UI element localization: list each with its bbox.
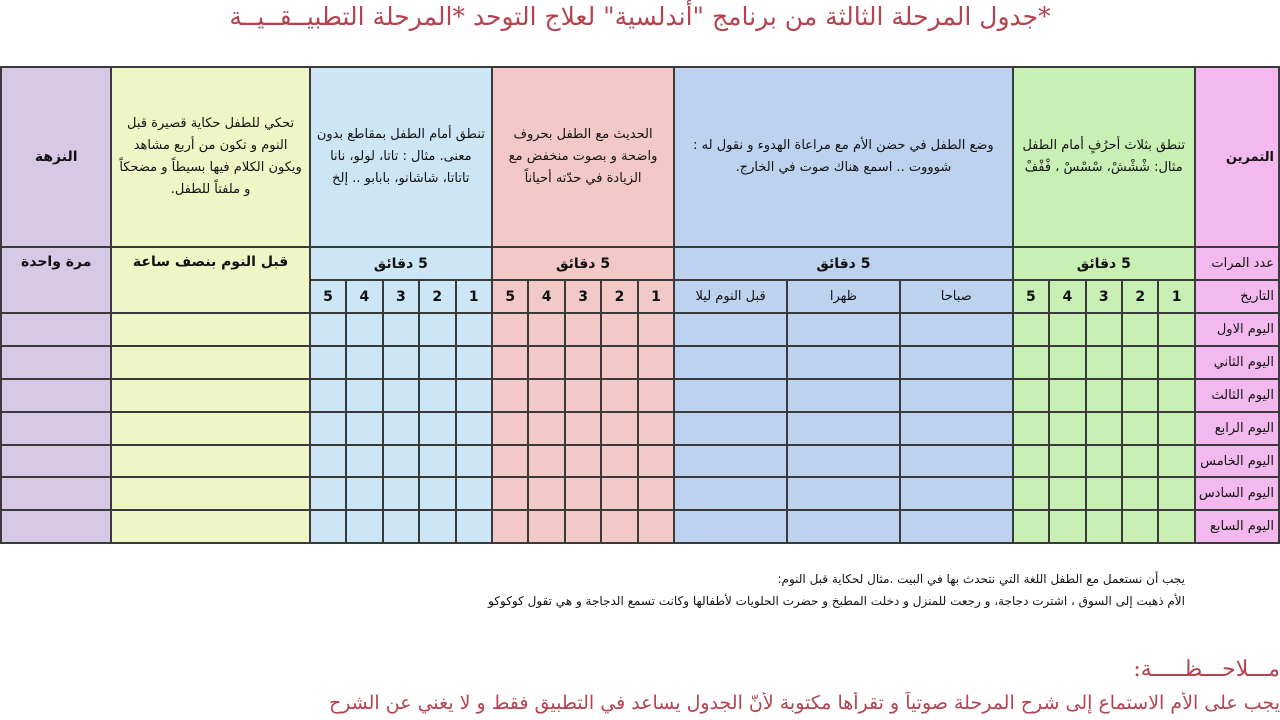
checkbox-cell[interactable] — [492, 379, 529, 412]
exercise-1-desc: تنطق بثلاث أحرُفٍ أمام الطفل مثال: شْشْشْ، سْسْسْ ، فْفْفْ — [1013, 67, 1195, 247]
checkbox-cell[interactable] — [528, 412, 564, 445]
checkbox-cell[interactable] — [638, 477, 674, 510]
slot-header: 2 — [601, 280, 637, 313]
checkbox-cell[interactable] — [787, 379, 900, 412]
day-row-label: اليوم السابع — [1195, 510, 1279, 543]
checkbox-cell[interactable] — [565, 445, 601, 478]
checkbox-cell[interactable] — [528, 346, 564, 379]
exercise-6-desc: النزهة — [1, 67, 111, 247]
count-row — [1, 247, 1279, 280]
checkbox-cell[interactable] — [419, 313, 455, 346]
checkbox-cell[interactable] — [492, 412, 529, 445]
day-row — [1, 313, 1279, 346]
checkbox-cell[interactable] — [638, 445, 674, 478]
checkbox-cell[interactable] — [787, 445, 900, 478]
checkbox-cell[interactable] — [456, 346, 492, 379]
checkbox-cell[interactable] — [1086, 379, 1122, 412]
checkbox-cell[interactable] — [601, 477, 637, 510]
checkbox-cell[interactable] — [456, 379, 492, 412]
exercise-2-count: 5 دقائق — [674, 247, 1012, 280]
checkbox-cell[interactable] — [111, 445, 309, 478]
slot-header: 4 — [1049, 280, 1085, 313]
count-row-label: عدد المرات — [1195, 247, 1279, 280]
exercise-4-count: 5 دقائق — [310, 247, 492, 280]
checkbox-cell[interactable] — [674, 477, 787, 510]
slot-header: 5 — [310, 280, 346, 313]
checkbox-cell[interactable] — [528, 313, 564, 346]
slot-header: 3 — [383, 280, 419, 313]
checkbox-cell[interactable] — [310, 379, 346, 412]
checkbox-cell[interactable] — [1049, 510, 1085, 543]
slot-header-morning: صباحا — [900, 280, 1013, 313]
checkbox-cell[interactable] — [565, 510, 601, 543]
slot-header-night: قبل النوم ليلا — [674, 280, 787, 313]
checkbox-cell[interactable] — [1013, 379, 1049, 412]
slot-header: 5 — [492, 280, 529, 313]
checkbox-cell[interactable] — [1086, 510, 1122, 543]
checkbox-cell[interactable] — [346, 313, 382, 346]
checkbox-cell[interactable] — [419, 510, 455, 543]
page-title: *جدول المرحلة الثالثة من برنامج "أندلسية" لعلاج التوحد *المرحلة التطبيــقــيــة — [229, 2, 1051, 31]
day-row-label: اليوم الثالث — [1195, 379, 1279, 412]
exercise-5-desc: تحكي للطفل حكاية قصيرة قبل النوم و تكون من أربع مشاهد ويكون الكلام فيها بسيطاً و مضحكاً و ملفتاً للطفل. — [111, 67, 309, 247]
checkbox-cell[interactable] — [787, 412, 900, 445]
checkbox-cell[interactable] — [528, 510, 564, 543]
slot-header: 2 — [1122, 280, 1158, 313]
checkbox-cell[interactable] — [456, 412, 492, 445]
checkbox-cell[interactable] — [674, 445, 787, 478]
checkbox-cell[interactable] — [787, 477, 900, 510]
checkbox-cell[interactable] — [638, 510, 674, 543]
checkbox-cell[interactable] — [1158, 313, 1194, 346]
checkbox-cell[interactable] — [674, 346, 787, 379]
checkbox-cell[interactable] — [1122, 510, 1158, 543]
checkbox-cell[interactable] — [1, 346, 111, 379]
checkbox-cell[interactable] — [346, 510, 382, 543]
slot-header: 4 — [528, 280, 564, 313]
checkbox-cell[interactable] — [492, 346, 529, 379]
checkbox-cell[interactable] — [601, 445, 637, 478]
usage-note-line-2: الأم ذهبت إلى السوق ، اشترت دجاجة، و رجعت للمنزل و دخلت المطبخ و حضرت الحلويات لأطفالها وكانت تسمع الدجاجة و هي تقول كوكوكو — [488, 594, 1185, 608]
checkbox-cell[interactable] — [601, 346, 637, 379]
checkbox-cell[interactable] — [601, 412, 637, 445]
checkbox-cell[interactable] — [1049, 346, 1085, 379]
slot-header: 1 — [456, 280, 492, 313]
checkbox-cell[interactable] — [111, 412, 309, 445]
checkbox-cell[interactable] — [638, 412, 674, 445]
checkbox-cell[interactable] — [1, 510, 111, 543]
checkbox-cell[interactable] — [383, 510, 419, 543]
day-row — [1, 379, 1279, 412]
checkbox-cell[interactable] — [419, 445, 455, 478]
checkbox-cell[interactable] — [1086, 445, 1122, 478]
checkbox-cell[interactable] — [674, 313, 787, 346]
checkbox-cell[interactable] — [638, 379, 674, 412]
day-row — [1, 477, 1279, 510]
checkbox-cell[interactable] — [1086, 313, 1122, 346]
exercise-1-count: 5 دقائق — [1013, 247, 1195, 280]
checkbox-cell[interactable] — [456, 510, 492, 543]
checkbox-cell[interactable] — [1013, 477, 1049, 510]
slot-header: 1 — [638, 280, 674, 313]
exercise-3-desc: الحديث مع الطفل بحروف واضحة و بصوت منخفض مع الزيادة في حدّته أحياناً — [492, 67, 674, 247]
checkbox-cell[interactable] — [1158, 445, 1194, 478]
day-row-label: اليوم الخامس — [1195, 445, 1279, 478]
exercise-6-count: مرة واحدة — [1, 247, 111, 313]
checkbox-cell[interactable] — [674, 510, 787, 543]
slot-header: 3 — [1086, 280, 1122, 313]
exercise-4-desc: تنطق أمام الطفل بمقاطع بدون معنى. مثال : تاتا، لولو، نانا تاتاتا، شاشانو، بابابو .. إلخ — [310, 67, 492, 247]
checkbox-cell[interactable] — [565, 313, 601, 346]
checkbox-cell[interactable] — [492, 510, 529, 543]
checkbox-cell[interactable] — [383, 313, 419, 346]
checkbox-cell[interactable] — [900, 313, 1013, 346]
day-row-label: اليوم السادس — [1195, 477, 1279, 510]
checkbox-cell[interactable] — [674, 412, 787, 445]
checkbox-cell[interactable] — [787, 346, 900, 379]
checkbox-cell[interactable] — [383, 346, 419, 379]
checkbox-cell[interactable] — [111, 313, 309, 346]
checkbox-cell[interactable] — [1158, 379, 1194, 412]
checkbox-cell[interactable] — [111, 477, 309, 510]
checkbox-cell[interactable] — [528, 379, 564, 412]
slot-header: 5 — [1013, 280, 1049, 313]
checkbox-cell[interactable] — [787, 313, 900, 346]
day-row — [1, 412, 1279, 445]
checkbox-cell[interactable] — [900, 412, 1013, 445]
checkbox-cell[interactable] — [492, 313, 529, 346]
checkbox-cell[interactable] — [900, 477, 1013, 510]
checkbox-cell[interactable] — [1122, 313, 1158, 346]
checkbox-cell[interactable] — [383, 477, 419, 510]
checkbox-cell[interactable] — [419, 412, 455, 445]
checkbox-cell[interactable] — [1049, 379, 1085, 412]
slot-header: 2 — [419, 280, 455, 313]
slot-header: 3 — [565, 280, 601, 313]
remark-title: مـــلاحـــظـــــة: — [1133, 657, 1280, 682]
exercise-3-count: 5 دقائق — [492, 247, 674, 280]
checkbox-cell[interactable] — [1158, 346, 1194, 379]
checkbox-cell[interactable] — [1086, 412, 1122, 445]
checkbox-cell[interactable] — [1013, 346, 1049, 379]
usage-note-line-1: يجب أن نستعمل مع الطفل اللغة التي نتحدث بها في البيت .مثال لحكاية قبل النوم: — [777, 572, 1185, 586]
checkbox-cell[interactable] — [601, 379, 637, 412]
date-row-label: التاريخ — [1195, 280, 1279, 313]
checkbox-cell[interactable] — [419, 477, 455, 510]
checkbox-cell[interactable] — [565, 477, 601, 510]
checkbox-cell[interactable] — [492, 445, 529, 478]
checkbox-cell[interactable] — [1013, 313, 1049, 346]
checkbox-cell[interactable] — [900, 346, 1013, 379]
checkbox-cell[interactable] — [310, 313, 346, 346]
checkbox-cell[interactable] — [1158, 412, 1194, 445]
checkbox-cell[interactable] — [638, 313, 674, 346]
exercise-row-label: التمرين — [1195, 67, 1279, 247]
day-row-label: اليوم الرابع — [1195, 412, 1279, 445]
checkbox-cell[interactable] — [565, 412, 601, 445]
checkbox-cell[interactable] — [310, 510, 346, 543]
checkbox-cell[interactable] — [419, 346, 455, 379]
slot-header: 4 — [346, 280, 382, 313]
checkbox-cell[interactable] — [1122, 346, 1158, 379]
checkbox-cell[interactable] — [1049, 412, 1085, 445]
checkbox-cell[interactable] — [383, 379, 419, 412]
exercise-row — [1, 67, 1279, 247]
checkbox-cell[interactable] — [346, 379, 382, 412]
checkbox-cell[interactable] — [528, 477, 564, 510]
checkbox-cell[interactable] — [346, 346, 382, 379]
checkbox-cell[interactable] — [111, 346, 309, 379]
checkbox-cell[interactable] — [111, 379, 309, 412]
exercise-2-desc: وضع الطفل في حضن الأم مع مراعاة الهدوء و نقول له : شوووت .. اسمع هناك صوت في الخارج. — [674, 67, 1012, 247]
checkbox-cell[interactable] — [787, 510, 900, 543]
checkbox-cell[interactable] — [1049, 445, 1085, 478]
checkbox-cell[interactable] — [310, 412, 346, 445]
checkbox-cell[interactable] — [601, 313, 637, 346]
remark-text: يجب على الأم الاستماع إلى شرح المرحلة صوتياً و تقرأها مكتوبة لأنّ الجدول يساعد في التطبيق فقط و لا يغني عن الشرح — [328, 692, 1280, 714]
checkbox-cell[interactable] — [1, 313, 111, 346]
checkbox-cell[interactable] — [1013, 445, 1049, 478]
checkbox-cell[interactable] — [383, 445, 419, 478]
day-row — [1, 445, 1279, 478]
checkbox-cell[interactable] — [1, 412, 111, 445]
checkbox-cell[interactable] — [900, 510, 1013, 543]
checkbox-cell[interactable] — [1049, 313, 1085, 346]
checkbox-cell[interactable] — [1, 445, 111, 478]
checkbox-cell[interactable] — [1013, 412, 1049, 445]
day-row — [1, 510, 1279, 543]
checkbox-cell[interactable] — [1122, 379, 1158, 412]
checkbox-cell[interactable] — [346, 477, 382, 510]
checkbox-cell[interactable] — [601, 510, 637, 543]
checkbox-cell[interactable] — [565, 379, 601, 412]
checkbox-cell[interactable] — [492, 477, 529, 510]
day-row-label: اليوم الاول — [1195, 313, 1279, 346]
exercise-5-count: قبل النوم بنصف ساعة — [111, 247, 309, 313]
checkbox-cell[interactable] — [1122, 445, 1158, 478]
slot-header: 1 — [1158, 280, 1194, 313]
checkbox-cell[interactable] — [565, 346, 601, 379]
checkbox-cell[interactable] — [1, 477, 111, 510]
checkbox-cell[interactable] — [1122, 477, 1158, 510]
checkbox-cell[interactable] — [900, 445, 1013, 478]
checkbox-cell[interactable] — [528, 445, 564, 478]
checkbox-cell[interactable] — [1158, 510, 1194, 543]
checkbox-cell[interactable] — [346, 445, 382, 478]
day-row — [1, 346, 1279, 379]
checkbox-cell[interactable] — [1049, 477, 1085, 510]
checkbox-cell[interactable] — [456, 313, 492, 346]
checkbox-cell[interactable] — [1122, 412, 1158, 445]
checkbox-cell[interactable] — [674, 379, 787, 412]
day-row-label: اليوم الثاني — [1195, 346, 1279, 379]
checkbox-cell[interactable] — [900, 379, 1013, 412]
slot-header-noon: ظهرا — [787, 280, 900, 313]
checkbox-cell[interactable] — [1158, 477, 1194, 510]
checkbox-cell[interactable] — [456, 445, 492, 478]
checkbox-cell[interactable] — [310, 445, 346, 478]
schedule-table — [0, 66, 1280, 544]
checkbox-cell[interactable] — [1086, 346, 1122, 379]
checkbox-cell[interactable] — [310, 477, 346, 510]
checkbox-cell[interactable] — [111, 510, 309, 543]
checkbox-cell[interactable] — [310, 346, 346, 379]
checkbox-cell[interactable] — [1, 379, 111, 412]
checkbox-cell[interactable] — [346, 412, 382, 445]
checkbox-cell[interactable] — [1013, 510, 1049, 543]
checkbox-cell[interactable] — [1086, 477, 1122, 510]
checkbox-cell[interactable] — [383, 412, 419, 445]
checkbox-cell[interactable] — [419, 379, 455, 412]
usage-note — [85, 568, 1185, 612]
checkbox-cell[interactable] — [456, 477, 492, 510]
checkbox-cell[interactable] — [638, 346, 674, 379]
